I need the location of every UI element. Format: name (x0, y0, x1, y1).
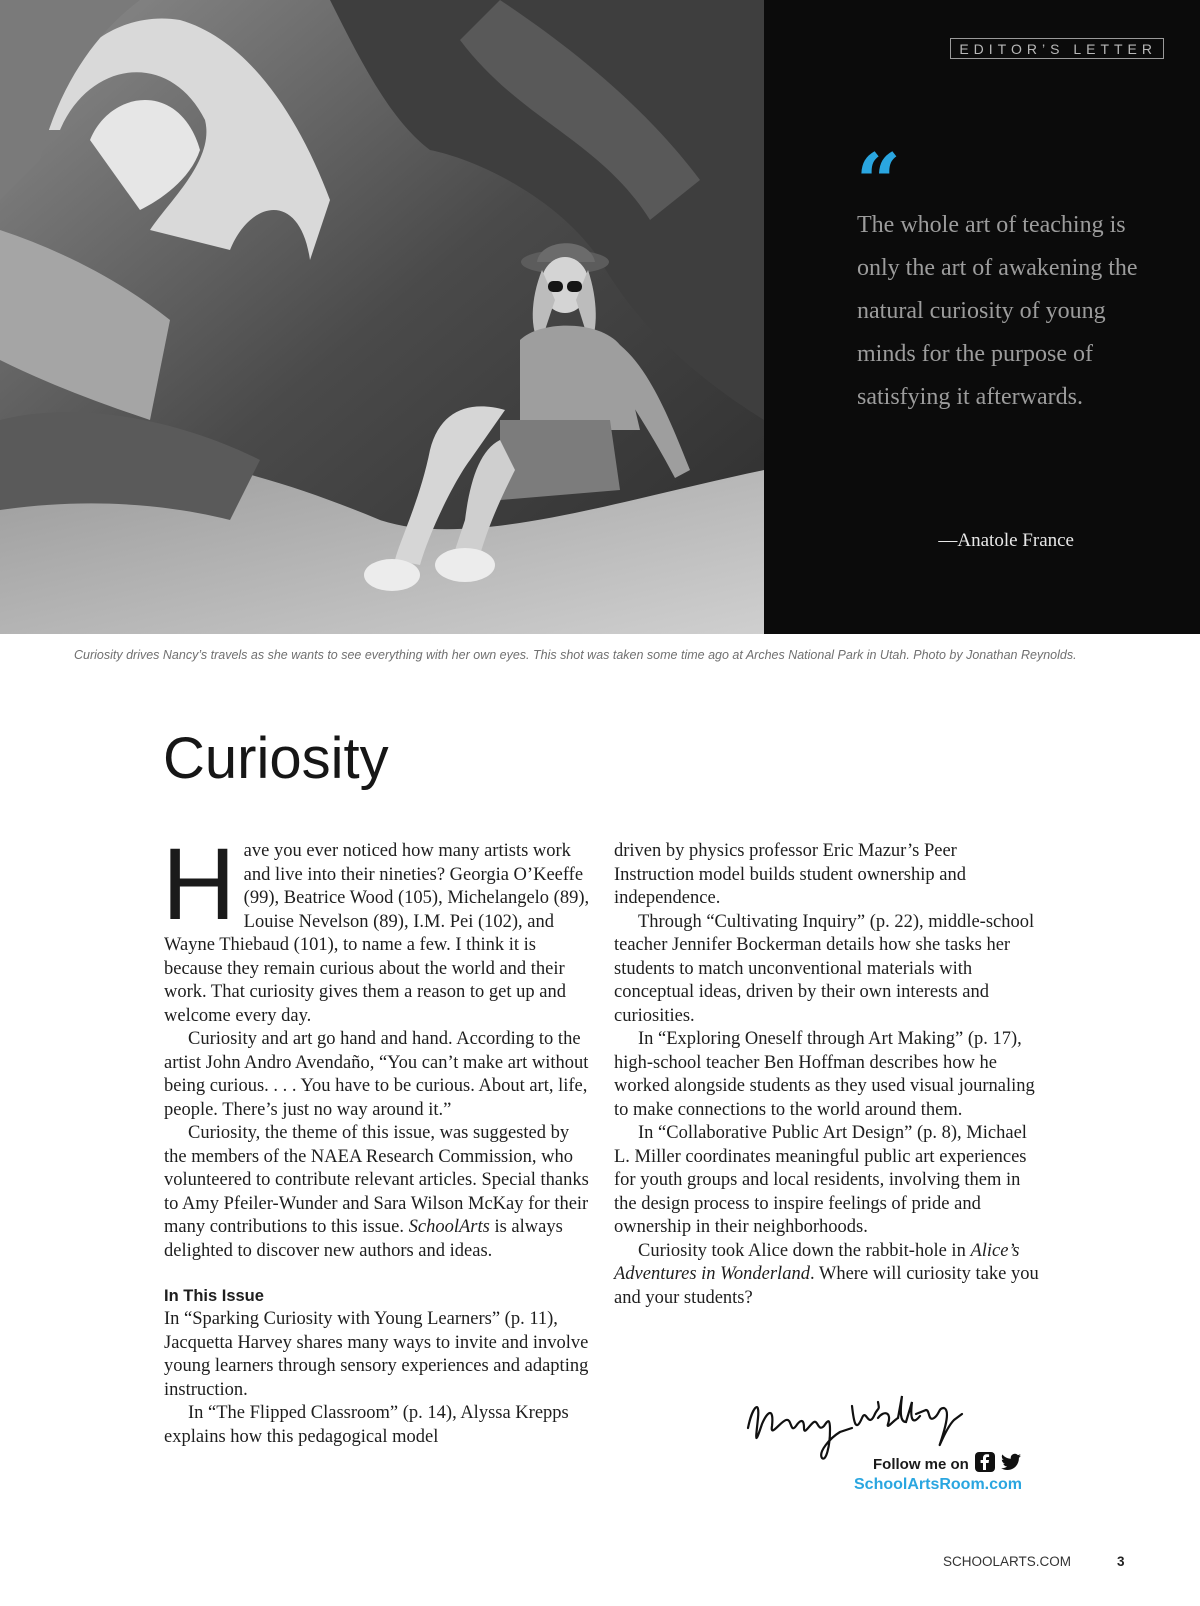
page-number: 3 (1117, 1554, 1125, 1569)
quote-mark-icon: “ (856, 137, 901, 228)
body-paragraph: Curiosity took Alice down the rabbit-hole in Alice’s Adventures in Wonderland. Where will curiosity take you and your students? (614, 1240, 1039, 1308)
body-paragraph: Curiosity and art go hand and hand. According to the artist John Andro Avendaño, “You can’t make art without being curious. . . . You have to be curious. About art, life, people. There’s just no way around it.” (164, 1029, 589, 1120)
follow-me (873, 1452, 1021, 1476)
body-paragraph: Have you ever noticed how many artists work and live into their nineties? Georgia O’Keeffe (99), Beatrice Wood (105), Michelangelo (89), Louise Nevelson (89), I.M. Pei (102), and Wayne Thiebaud (101), to name a few. I think it is because they remain curious about the world and their work. That curiosity gives them a reason to get up and welcome every day. (162, 827, 590, 1026)
body-column-1 (162, 827, 590, 1449)
pull-quote-text: The whole art of teaching is only the art of awakening the natural curiosity of young minds for the purpose of satisfying it afterwards. (857, 212, 1138, 410)
quote-panel (764, 0, 1200, 634)
follow-label: Follow me on (873, 1455, 969, 1473)
photo-caption: Curiosity drives Nancy’s travels as she wants to see everything with her own eyes. This shot was taken some time ago at Arches National Park in Utah. Photo by Jonathan Reynolds. (74, 648, 1077, 662)
subhead-in-this-issue: In This Issue (164, 1287, 264, 1305)
website-link[interactable]: SchoolArtsRoom.com (854, 1476, 1023, 1493)
twitter-icon[interactable] (1001, 1453, 1021, 1475)
drop-cap: H (162, 827, 236, 941)
body-paragraph: In “Sparking Curiosity with Young Learners” (p. 11), Jacquetta Harvey shares many ways to invite and involve young learners through sensory experiences and adapting instruction. (164, 1309, 589, 1400)
footer-site: SCHOOLARTS.COM (943, 1554, 1072, 1569)
body-paragraph: driven by physics professor Eric Mazur’s Peer Instruction model builds student ownership and independence. (614, 841, 966, 908)
body-paragraph: In “Collaborative Public Art Design” (p. 8), Michael L. Miller coordinates meaningful public art experiences for youth groups and local residents, involving them in the design process to inspire feelings of pride and ownership in their neighborhoods. (614, 1123, 1027, 1237)
facebook-icon[interactable] (975, 1452, 995, 1476)
section-label: EDITOR’S LETTER (950, 38, 1164, 59)
pull-quote-author: —Anatole France (938, 530, 1074, 551)
body-paragraph: In “The Flipped Classroom” (p. 14), Alyssa Krepps explains how this pedagogical model (164, 1403, 569, 1447)
body-paragraph: Through “Cultivating Inquiry” (p. 22), middle-school teacher Jennifer Bockerman details how she tasks her students to match unconventional materials with conceptual ideas, driven by their own interests and curiosities. (614, 911, 1035, 1026)
body-paragraph: Curiosity, the theme of this issue, was suggested by the members of the NAEA Research Commission, who volunteered to contribute relevant articles. Special thanks to Amy Pfeiler-Wunder and Sara Wilson McKay for their many contributions to this issue. SchoolArts is always delighted to discover new authors and ideas. (164, 1123, 589, 1261)
body-column-2 (614, 840, 1040, 1310)
body-paragraph: In “Exploring Oneself through Art Making” (p. 17), high-school teacher Ben Hoffman describes how he worked alongside students as they used visual journaling to make connections to the world around them. (614, 1029, 1035, 1120)
article-title: Curiosity (163, 726, 389, 791)
hero-photo (0, 0, 764, 634)
